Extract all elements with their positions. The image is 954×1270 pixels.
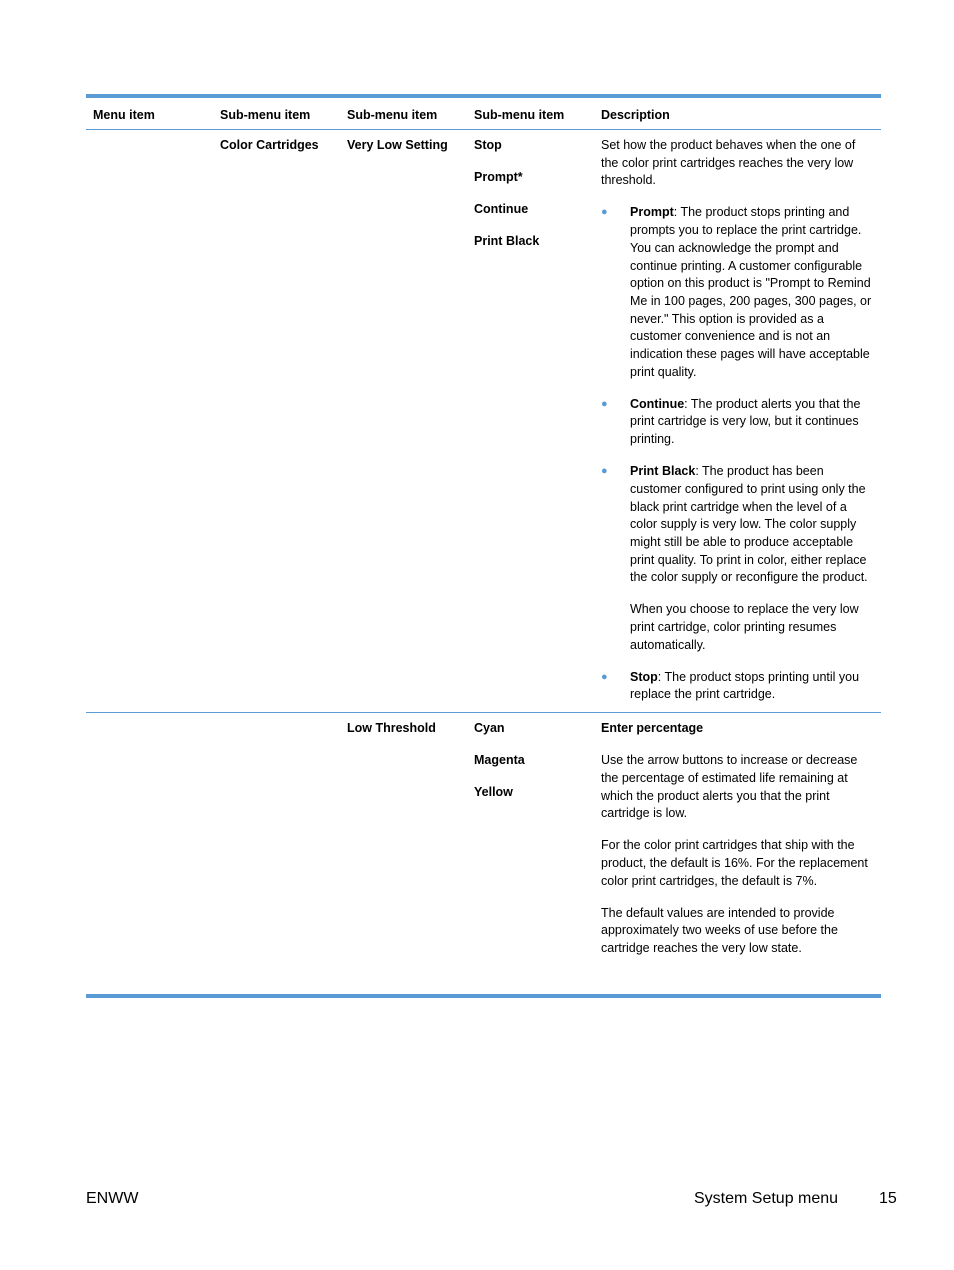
option-magenta: Magenta	[474, 753, 525, 768]
bullet-text: : The product stops printing and prompts you to replace the print cartridge. You can acknowledge the prompt and continue printing. A customer configurable option on this product is "Prompt to Remind Me in 100 pages, 200 pages, 300 pages, or never." This option is provided as a customer convenience and is not an indication these pages will have acceptable print quality.	[630, 205, 872, 379]
header-sub-menu-item-3: Sub-menu item	[474, 108, 565, 122]
description-paragraph: The default values are intended to provide approximately two weeks of use before the cartridge reaches the very low state.	[601, 905, 838, 956]
option-cyan: Cyan	[474, 721, 505, 736]
footer-section-title: System Setup menu	[694, 1190, 839, 1207]
bullet-icon: ●	[601, 670, 608, 683]
menu-item-cell	[86, 720, 213, 958]
page-number: 15	[879, 1190, 897, 1207]
footer-enww: ENWW	[86, 1190, 139, 1207]
menu-item-cell	[86, 137, 213, 704]
description-paragraph: For the color print cartridges that ship with the product, the default is 16%. For the replacement color print cartridges, the default is 7%.	[601, 838, 868, 888]
bullet-term: Continue	[630, 396, 685, 411]
bullet-term: Stop	[630, 669, 658, 684]
list-item	[601, 669, 875, 704]
table-bottom-rule	[86, 994, 881, 998]
bullet-icon: ●	[601, 206, 608, 219]
list-item	[601, 396, 875, 449]
header-description: Description	[601, 108, 670, 122]
table-row	[86, 130, 881, 713]
color-cartridges-cell: Color Cartridges	[220, 138, 319, 152]
option-yellow: Yellow	[474, 785, 513, 800]
options-cell	[467, 137, 594, 704]
option-stop: Stop	[474, 138, 502, 152]
description-cell	[594, 137, 881, 704]
options-cell	[467, 720, 594, 958]
enter-percentage-heading: Enter percentage	[601, 721, 704, 736]
table-header	[86, 98, 881, 130]
low-threshold-cell: Low Threshold	[347, 721, 436, 736]
description-paragraph: Use the arrow buttons to increase or decrease the percentage of estimated life remaining at which the product alerts you that the print cartridge is low.	[601, 753, 858, 821]
print-black-note: When you choose to replace the very low print cartridge, color printing resumes automatically.	[630, 602, 859, 652]
bullet-text: : The product has been customer configured to print using only the black print cartridge when the level of a color supply is very low. The color supply might still be able to produce acceptable print quality. To print in color, either replace the color supply or reconfigure the product.	[630, 464, 868, 585]
menu-table	[86, 94, 881, 965]
bullet-term: Print Black	[630, 464, 696, 479]
bullet-icon: ●	[601, 397, 608, 410]
list-item	[601, 204, 875, 381]
option-prompt: Prompt*	[474, 170, 523, 184]
header-sub-menu-item-1: Sub-menu item	[220, 108, 311, 122]
option-print-black: Print Black	[474, 234, 540, 248]
list-item	[601, 463, 875, 587]
bullet-term: Prompt	[630, 205, 674, 220]
bullet-text: : The product stops printing until you replace the print cartridge.	[630, 669, 860, 702]
sub-menu-cell	[213, 720, 340, 958]
table-row	[86, 713, 881, 965]
bullet-text: : The product alerts you that the print cartridge is very low, but it continues printing.	[630, 396, 861, 447]
very-low-setting-cell: Very Low Setting	[347, 138, 448, 152]
header-sub-menu-item-2: Sub-menu item	[347, 108, 438, 122]
header-menu-item: Menu item	[93, 108, 155, 122]
description-intro: Set how the product behaves when the one of the color print cartridges reaches the very low threshold.	[601, 138, 856, 188]
bullet-icon: ●	[601, 465, 608, 478]
option-continue: Continue	[474, 202, 529, 216]
description-cell	[594, 720, 881, 958]
